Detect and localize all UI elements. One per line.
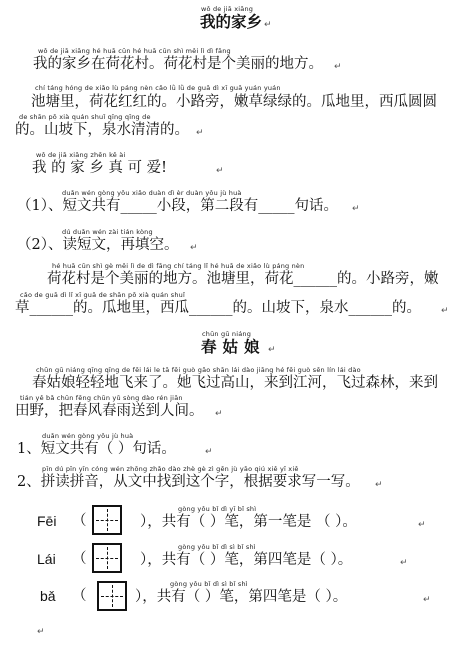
paragraph-mark-icon: ↵ [196,128,204,138]
paragraph-line: 池塘里，荷花红红的。小路旁，嫩草绿绿的。瓜地里，西瓜圆圆 [31,94,437,110]
pinyin-line: de shān pō xià quán shuǐ qīng qīng de [19,113,151,121]
paragraph-mark-icon: ↵ [37,627,45,637]
pinyin-line: tián yě bǎ chūn fēng chūn yǔ sòng dào rén jiān [20,394,183,402]
paragraph-mark-icon: ↵ [375,480,383,490]
question-2: 2、拼读拼音，从文中找到这个字，根据要求写一写。 [17,474,360,490]
paragraph-mark-icon: ↵ [423,595,431,605]
pinyin-line: chūn gū niáng qīng qīng de fēi lái le tā fēi guò gāo shān lái dào jiāng hé fēi guò sēn lín lái dào [36,366,361,374]
pinyin-prompt: Lái [37,551,56,567]
paragraph-line: 田野，把春风春雨送到人间。 [15,403,204,419]
row-text: ），共有（ ）笔，第四笔是（ ）。 [135,589,348,605]
section1-title: 我的家乡 [200,13,263,31]
pinyin-line: dú duǎn wén zài tián kòng [62,228,153,236]
paragraph-mark-icon: ↵ [205,447,213,457]
title-pinyin: wǒ de jiā xiāng [201,5,254,13]
tianzige-box[interactable] [97,581,127,611]
question-1: （1）、短文共有_____小段，第二段有_____句话。 [17,198,338,214]
pinyin-line: gòng yǒu bǐ dì yī bǐ shì [178,505,257,513]
pinyin-line: duǎn wén gòng yǒu xiǎo duàn dì èr duàn yǒu jù huà [62,189,242,197]
paragraph-mark-icon: ↵ [190,243,198,253]
row-text: ），共有（ ）笔，第四笔是（ ）。 [140,552,353,568]
open-paren: （ [72,588,87,604]
paragraph-line: 春姑娘轻轻地飞来了。她飞过高山，来到江河，飞过森林，来到 [32,375,438,391]
fill-blank-line: 荷花村是个美丽的地方。池塘里，荷花______的。小路旁，嫩 [47,271,439,287]
pinyin-line: pīn dú pīn yīn cóng wén zhōng zhǎo dào zhè gè zì gēn jù yāo qiú xiě yī xiě [42,465,299,473]
row-text: ），共有（ ）笔，第一笔是 （ ）。 [140,514,357,530]
question-2: （2）、读短文，再填空。 [17,237,179,253]
pinyin-line: chí táng hóng de xiǎo lù páng nèn cǎo lǜ lǜ de guā dì xī guā yuán yuán [35,84,281,92]
pinyin-line: wǒ de jiā xiāng hé huā cūn hé huā cūn shì měi lì dì fāng [38,47,231,55]
section2-title: 春姑娘 [201,338,266,356]
fill-blank-line: 草______的。瓜地里，西瓜______的。山坡下，泉水______的。 [15,300,421,316]
open-paren: （ [72,513,87,529]
paragraph-mark-icon: ↵ [441,306,449,316]
paragraph-line: 的。山坡下，泉水清清的。 [15,122,189,138]
paragraph-mark-icon: ↵ [264,20,272,30]
paragraph-line: 我 的 家 乡 真 可 爱! [32,160,167,176]
paragraph-mark-icon: ↵ [268,345,276,355]
paragraph-mark-icon: ↵ [334,62,342,72]
pinyin-line: wǒ de jiā xiāng zhēn kě ài [36,151,126,159]
tianzige-box[interactable] [92,543,122,573]
paragraph-mark-icon: ↵ [418,520,426,530]
open-paren: （ [72,551,87,567]
pinyin-line: hé huā cūn shì gè měi lì de dì fāng chí táng lǐ hé huā de xiǎo lù páng nèn [52,262,305,270]
pinyin-line: gòng yǒu bǐ dì sì bǐ shì [170,580,248,588]
paragraph-mark-icon: ↵ [215,409,223,419]
tianzige-box[interactable] [92,505,122,535]
paragraph-line: 我的家乡在荷花村。荷花村是个美丽的地方。 [33,56,323,72]
pinyin-prompt: bǎ [40,588,56,604]
paragraph-mark-icon: ↵ [400,558,408,568]
title-pinyin: chūn gū niáng [202,330,252,338]
pinyin-line: duǎn wén gòng yǒu jù huà [42,432,134,440]
question-1: 1、短文共有（ ）句话。 [17,441,176,457]
paragraph-mark-icon: ↵ [216,166,224,176]
paragraph-mark-icon: ↵ [352,204,360,214]
pinyin-line: gòng yǒu bǐ dì sì bǐ shì [178,543,256,551]
pinyin-prompt: Fēi [37,513,57,529]
pinyin-line: cǎo de guā dì lǐ xī guā de shān pō xià quán shuǐ [20,291,185,299]
